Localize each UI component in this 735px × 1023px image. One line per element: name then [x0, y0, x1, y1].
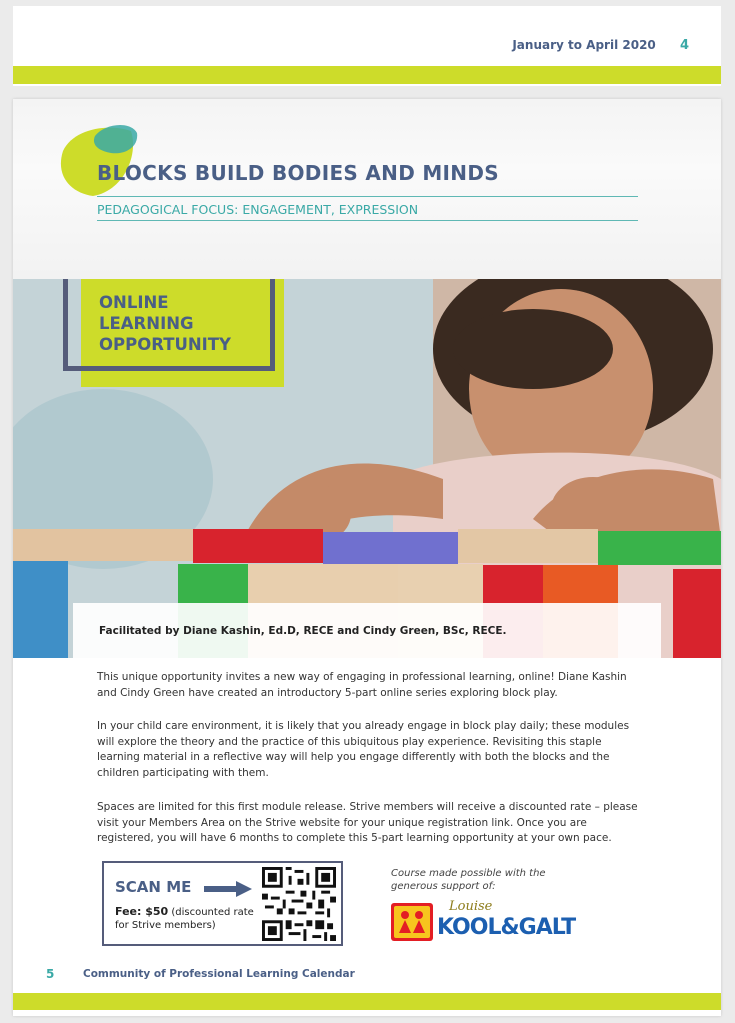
header-date: January to April 2020 [512, 38, 656, 52]
sponsor-kids-logo-icon [391, 903, 433, 941]
article-title: BLOCKS BUILD BODIES AND MINDS [97, 161, 499, 185]
header-page-number: 4 [679, 38, 689, 53]
title-divider [97, 196, 638, 197]
subtitle-divider [97, 220, 638, 221]
banner-line: OPPORTUNITY [99, 335, 232, 354]
qr-code[interactable] [262, 867, 336, 941]
fee-text [115, 905, 255, 932]
hero-photo [13, 279, 721, 658]
footer-accent-bar [13, 993, 721, 1010]
paragraph: In your child care environment, it is likely that you already engage in block play daily; these modules will explore the theory and the practice of this ubiquitous play experience. Revisiting this staple learning material in a reflective way will help you engage differently with both the blocks and the children participating with them. [97, 720, 630, 779]
footer-accent-bar [13, 66, 721, 84]
banner-line: LEARNING [99, 314, 194, 333]
arrow-right-icon [204, 881, 252, 897]
page-header [512, 38, 689, 53]
paragraph: This unique opportunity invites a new way of engaging in professional learning, online! Diane Kashin and Cindy Green have created an introductory 5-part online series exploring block play. [97, 671, 627, 699]
article-subtitle: PEDAGOGICAL FOCUS: ENGAGEMENT, EXPRESSION [97, 202, 419, 217]
footer-publication-title: Community of Professional Learning Calendar [83, 968, 355, 980]
sponsor-note: Course made possible with the generous support of: [391, 868, 546, 892]
scan-me-box [102, 861, 343, 946]
fee-label: Fee: $50 [115, 905, 169, 918]
article-page [13, 99, 721, 1016]
previous-page-strip [13, 6, 721, 86]
footer-page-number: 5 [46, 967, 55, 981]
facilitator-caption: Facilitated by Diane Kashin, Ed.D, RECE and Cindy Green, BSc, RECE. [99, 625, 507, 637]
sponsor-logo-script: Louise [449, 899, 493, 914]
paragraph: Spaces are limited for this first module release. Strive members will receive a discounted rate – please visit your Members Area on the Strive website for your unique registration link. Once you are registered, you will have 6 months to complete this 5-part learning opportunity at your own pace. [97, 801, 638, 844]
facilitator-caption-box [73, 603, 661, 658]
banner-text [99, 292, 231, 355]
scan-me-title: SCAN ME [115, 878, 192, 896]
sponsor-logo-name: KOOL&GALT [437, 915, 576, 940]
banner-line: ONLINE [99, 293, 169, 312]
title-area [13, 99, 721, 279]
fee-note: (discounted rate for Strive members) [115, 907, 254, 931]
